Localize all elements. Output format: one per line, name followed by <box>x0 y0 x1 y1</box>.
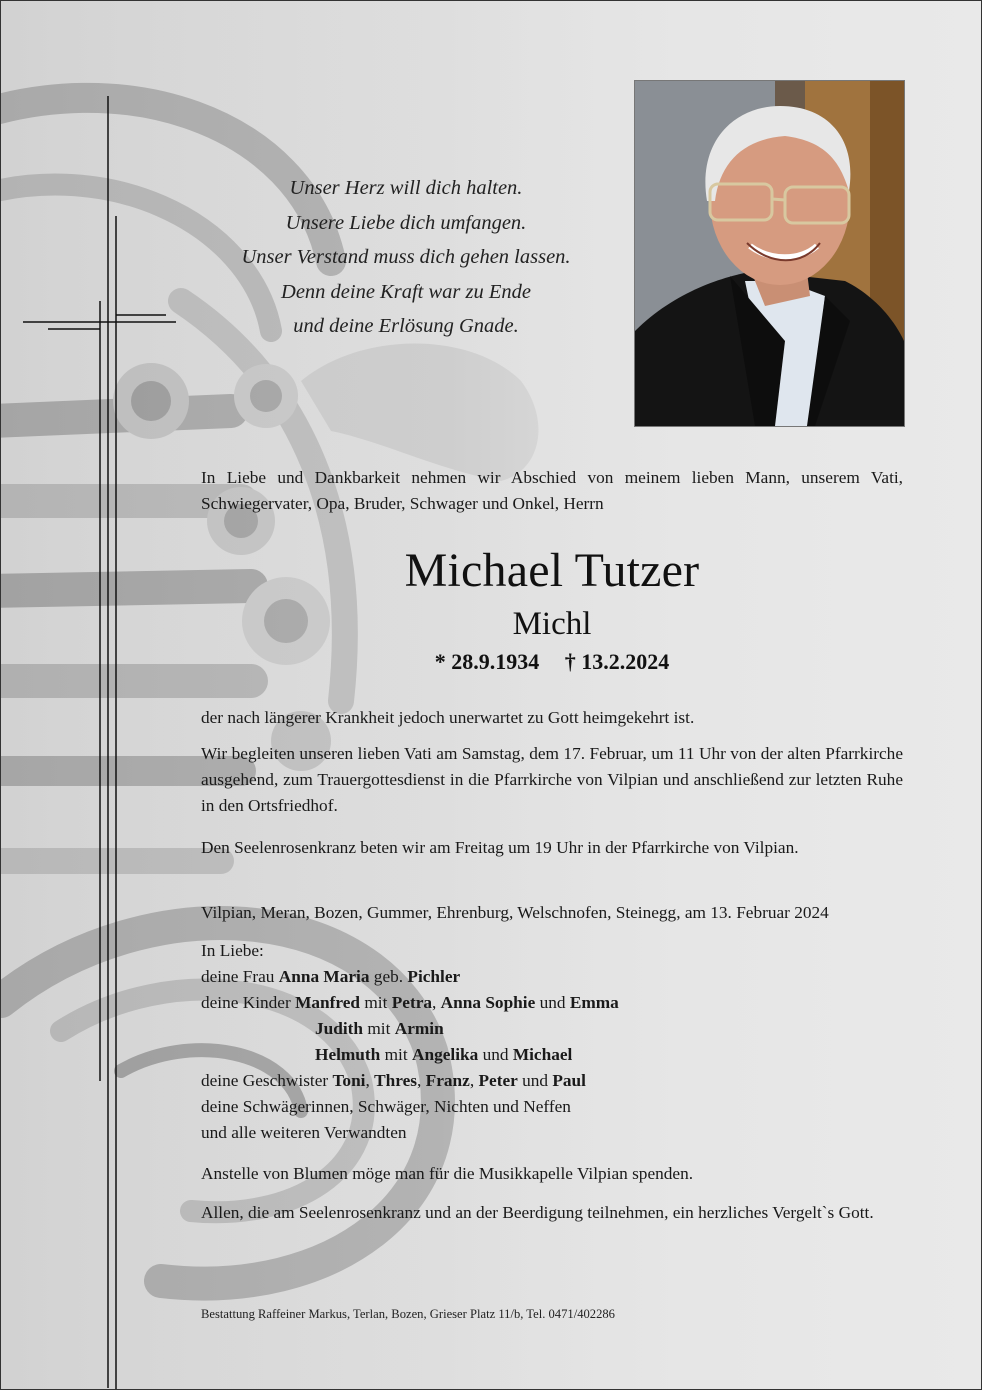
poem-line: Unsere Liebe dich umfangen. <box>285 211 527 234</box>
death-date: † 13.2.2024 <box>564 649 670 674</box>
mourner-wife: deine Frau Anna Maria geb. Pichler <box>201 967 461 986</box>
deceased-name: Michael Tutzer <box>404 544 700 597</box>
poem-line: und deine Erlösung Gnade. <box>293 315 519 337</box>
place-and-date: Vilpian, Meran, Bozen, Gummer, Ehrenburg, Welschnofen, Steinegg, am 13. Februar 2024 <box>201 903 829 922</box>
mourner-child-judith: Judith mit Armin <box>315 1019 444 1038</box>
poem-line: Unser Herz will dich halten. <box>289 177 523 199</box>
mourners-intro: In Liebe: <box>201 941 264 960</box>
intro-text: In Liebe und Dankbarkeit nehmen wir Abschied von meinem lieben Mann, unserem Vati, Schwiegervater, Opa, Bruder, Schwager und Onkel, Herrn <box>201 468 903 513</box>
mourner-children: deine Kinder Manfred mit Petra, Anna Sophie und Emma <box>201 993 619 1012</box>
mourner-child-helmuth: Helmuth mit Angelika und Michael <box>315 1045 573 1064</box>
deceased-nickname: Michl <box>512 606 592 642</box>
donation-note: Anstelle von Blumen möge man für die Musikkapelle Vilpian spenden. <box>201 1164 694 1183</box>
funeral-details: Wir begleiten unseren lieben Vati am Samstag, dem 17. Februar, um 11 Uhr von der alten Pfarrkirche ausgehend, zum Trauergottesdienst in die Pfarrkirche von Vilpian und anschließend zur letzten Ruhe in den Ortsfriedhof. <box>201 744 903 815</box>
mourner-siblings: deine Geschwister Toni, Thres, Franz, Peter und Paul <box>201 1071 586 1090</box>
cross-ornament-icon <box>1 1 201 1389</box>
thanks-note: Allen, die am Seelenrosenkranz und an der Beerdigung teilnehmen, ein herzliches Vergelt`s Gott. <box>201 1203 874 1222</box>
poem-line: Denn deine Kraft war zu Ende <box>281 280 531 303</box>
portrait-photo <box>634 80 905 427</box>
message-text: der nach längerer Krankheit jedoch unerwartet zu Gott heimgekehrt ist. <box>201 708 695 727</box>
life-dates <box>201 647 903 677</box>
rosary-details: Den Seelenrosenkranz beten wir am Freitag um 19 Uhr in der Pfarrkirche von Vilpian. <box>201 838 799 857</box>
birth-date: * 28.9.1934 <box>434 649 540 674</box>
mourner-relatives: und alle weiteren Verwandten <box>201 1123 407 1142</box>
mourner-inlaws: deine Schwägerinnen, Schwäger, Nichten und Neffen <box>201 1097 571 1116</box>
poem-line: Unser Verstand muss dich gehen lassen. <box>241 246 571 268</box>
mourners-list <box>201 938 903 1146</box>
funeral-home-footer: Bestattung Raffeiner Markus, Terlan, Bozen, Grieser Platz 11/b, Tel. 0471/402286 <box>201 1307 615 1321</box>
memorial-poem <box>201 171 611 344</box>
